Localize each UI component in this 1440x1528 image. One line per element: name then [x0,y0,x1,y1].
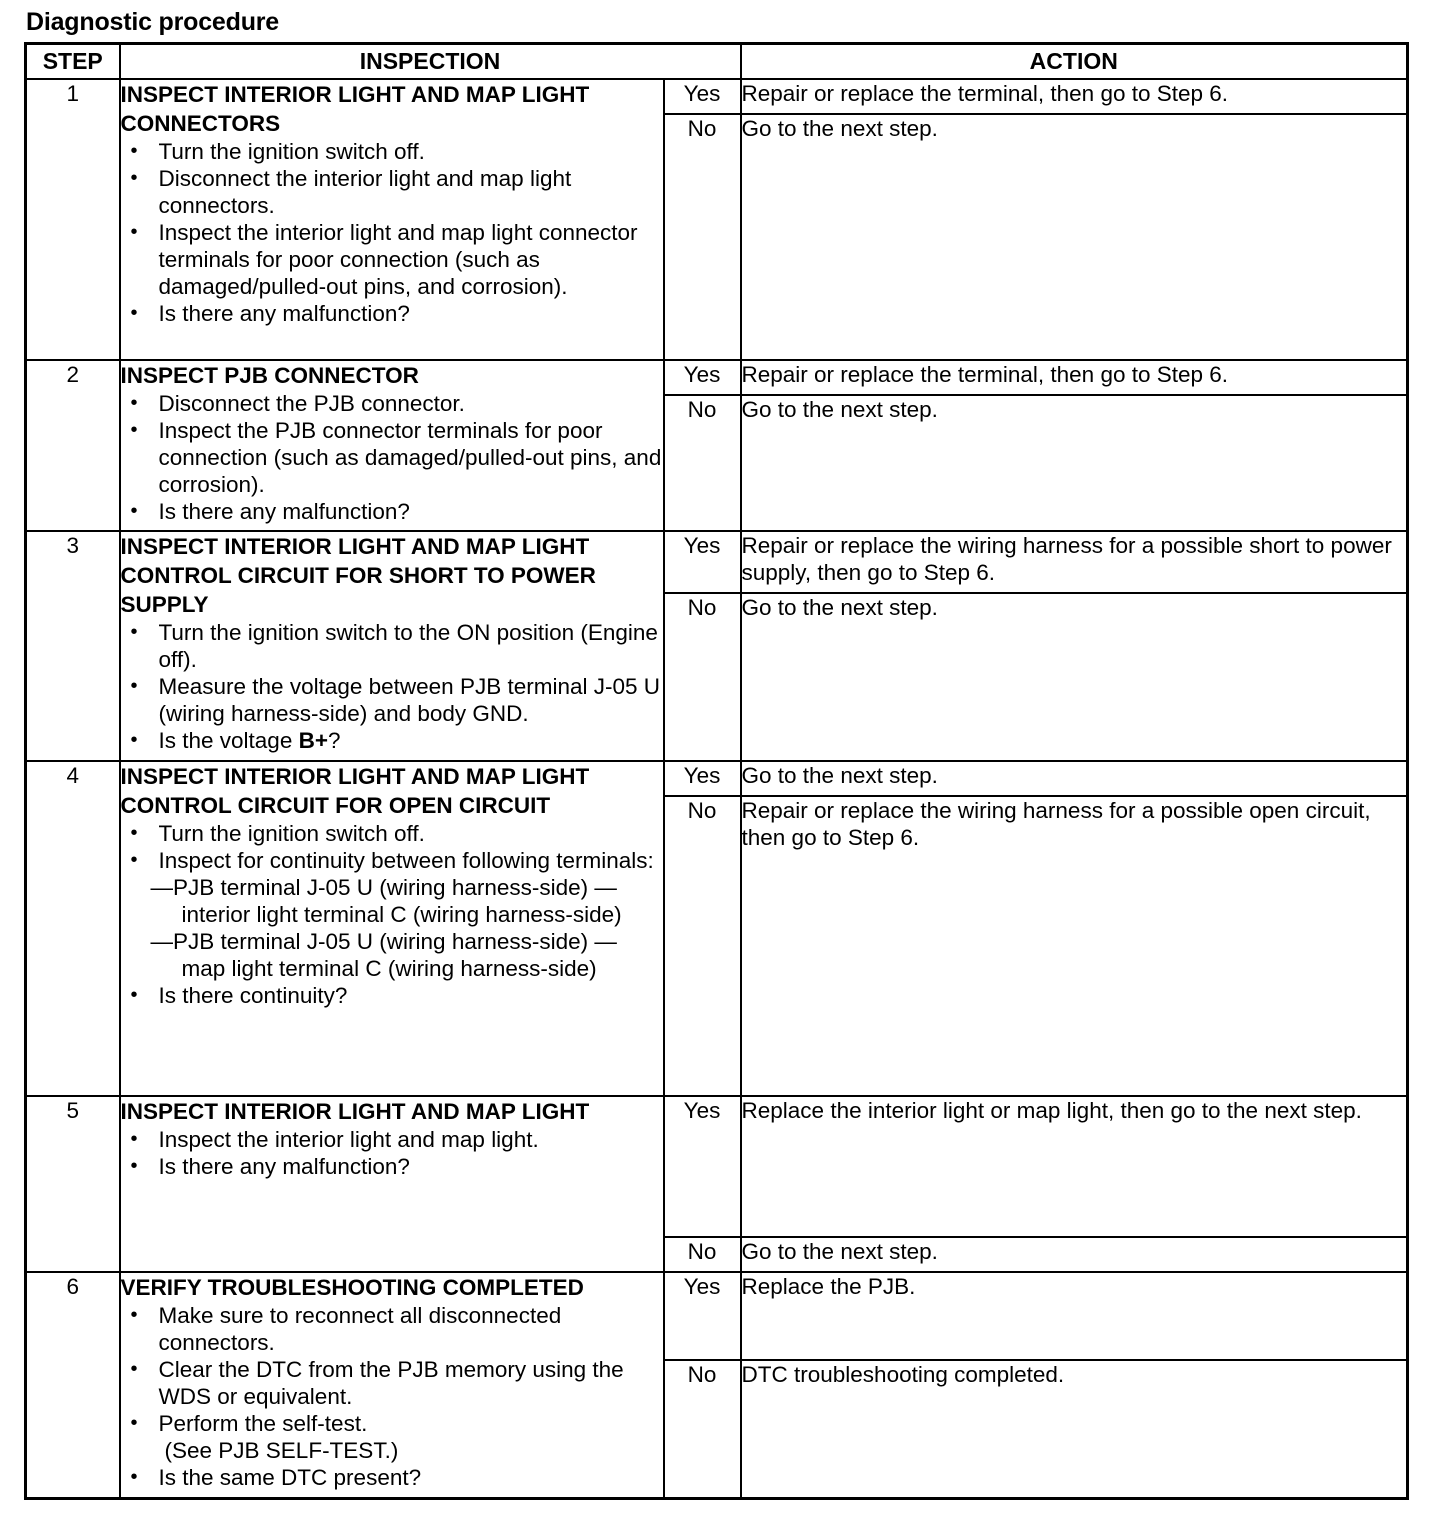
header-inspection: INSPECTION [120,44,741,80]
no-label: No [664,593,741,761]
inspection-heading: INSPECT INTERIOR LIGHT AND MAP LIGHT CONTROL CIRCUIT FOR OPEN CIRCUIT [120,764,590,818]
bullet-text: Is the voltage [158,728,299,753]
table-header-row [26,44,1408,80]
bullet-item: • Disconnect the PJB connector. [121,390,663,417]
see-reference: (See PJB SELF-TEST.) [164,1438,399,1463]
bullet-item: • Turn the ignition switch to the ON position (Engine off). [121,619,663,673]
bullet-list [121,1302,663,1491]
bullet-item: • Make sure to reconnect all disconnected connectors. [121,1302,663,1356]
step-number: 3 [26,531,120,761]
bullet-list [121,820,663,1009]
bullet-item: • Inspect the PJB connector terminals for poor connection (such as damaged/pulled-out pins, and corrosion). [121,417,663,498]
step-number: 5 [26,1096,120,1272]
sub-item: — PJB terminal J-05 U (wiring harness-side) — interior light terminal C (wiring harness-side) [121,874,663,928]
inspection-cell [120,761,664,1096]
bullet-list [121,390,663,525]
yes-label: Yes [664,531,741,593]
yes-label: Yes [664,79,741,114]
no-label: No [664,1360,741,1498]
yes-action: Repair or replace the terminal, then go to Step 6. [741,79,1408,114]
step-3-yes-row [26,531,1408,593]
bullet-item: • Turn the ignition switch off. [121,138,663,165]
yes-action: Repair or replace the wiring harness for a possible short to power supply, then go to Step 6. [741,531,1408,593]
voltage-value: B+ [298,728,328,753]
step-2-yes-row [26,360,1408,395]
inspection-heading: INSPECT PJB CONNECTOR [120,363,419,388]
inspection-cell [120,1096,664,1272]
yes-label: Yes [664,1272,741,1360]
header-step: STEP [26,44,120,80]
bullet-item: • Is there continuity? [121,982,663,1009]
header-action: ACTION [741,44,1408,80]
inspection-cell [120,360,664,531]
step-1-yes-row [26,79,1408,114]
inspection-heading: INSPECT INTERIOR LIGHT AND MAP LIGHT [120,1099,590,1124]
bullet-item: • Measure the voltage between PJB terminal J-05 U (wiring harness-side) and body GND. [121,673,663,727]
step-number: 2 [26,360,120,531]
yes-action: Replace the interior light or map light, then go to the next step. [741,1096,1408,1237]
step-4-yes-row [26,761,1408,796]
no-action: DTC troubleshooting completed. [741,1360,1408,1498]
step-6-yes-row [26,1272,1408,1360]
bullet-item [121,847,663,982]
bullet-item: • Is there any malfunction? [121,300,663,327]
no-action: Repair or replace the wiring harness for a possible open circuit, then go to Step 6. [741,796,1408,1096]
inspection-heading: INSPECT INTERIOR LIGHT AND MAP LIGHT CONNECTORS [120,82,590,136]
yes-label: Yes [664,761,741,796]
diagnostic-procedure-table [24,42,1409,1500]
bullet-text: Inspect for continuity between following terminals: [158,848,654,873]
bullet-item: • Disconnect the interior light and map light connectors. [121,165,663,219]
no-action: Go to the next step. [741,593,1408,761]
sub-list [121,874,663,982]
inspection-cell [120,1272,664,1498]
step-number: 1 [26,79,120,360]
bullet-text: ? [327,728,341,753]
yes-action: Go to the next step. [741,761,1408,796]
step-number: 6 [26,1272,120,1498]
bullet-item [121,727,663,754]
bullet-item: • Inspect the interior light and map light connector terminals for poor connection (such as damaged/pulled-out pins, and corrosion). [121,219,663,300]
yes-label: Yes [664,360,741,395]
bullet-item: • Turn the ignition switch off. [121,820,663,847]
bullet-item: • Is there any malfunction? [121,498,663,525]
no-action: Go to the next step. [741,1237,1408,1272]
bullet-list [121,1126,663,1180]
bullet-item: • Is the same DTC present? [121,1464,663,1491]
inspection-cell [120,79,664,360]
no-action: Go to the next step. [741,114,1408,360]
inspection-cell [120,531,664,761]
inspection-heading: VERIFY TROUBLESHOOTING COMPLETED [120,1275,584,1300]
bullet-list [121,138,663,327]
sub-item: — PJB terminal J-05 U (wiring harness-side) — map light terminal C (wiring harness-side) [121,928,663,982]
no-label: No [664,395,741,531]
step-5-yes-row [26,1096,1408,1237]
no-action: Go to the next step. [741,395,1408,531]
bullet-item: • Inspect the interior light and map light. [121,1126,663,1153]
bullet-item [121,1410,663,1464]
yes-action: Replace the PJB. [741,1272,1408,1360]
yes-label: Yes [664,1096,741,1237]
no-label: No [664,796,741,1096]
bullet-list [121,619,663,754]
bullet-item: • Is there any malfunction? [121,1153,663,1180]
no-label: No [664,114,741,360]
step-number: 4 [26,761,120,1096]
no-label: No [664,1237,741,1272]
page-title: Diagnostic procedure [26,8,279,36]
inspection-heading: INSPECT INTERIOR LIGHT AND MAP LIGHT CONTROL CIRCUIT FOR SHORT TO POWER SUPPLY [120,534,596,617]
bullet-text: Perform the self-test. [158,1411,368,1436]
bullet-item: • Clear the DTC from the PJB memory using the WDS or equivalent. [121,1356,663,1410]
yes-action: Repair or replace the terminal, then go to Step 6. [741,360,1408,395]
